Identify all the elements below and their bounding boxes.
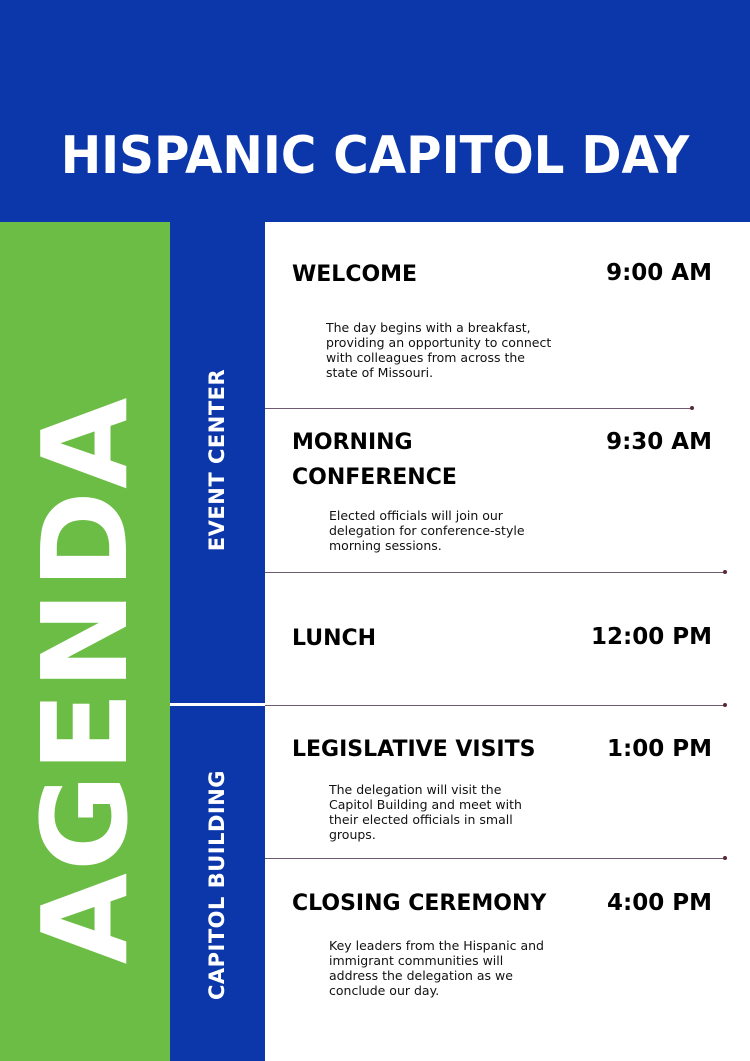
agenda-item-time-closing-ceremony: 4:00 PM xyxy=(607,890,712,916)
venue-label-event-center: EVENT CENTER xyxy=(205,368,229,552)
agenda-item-time-morning-conference: 9:30 AM xyxy=(606,429,712,455)
agenda-divider xyxy=(265,572,725,573)
agenda-divider xyxy=(265,408,692,409)
divider-dot xyxy=(723,703,727,707)
page-title: HISPANIC CAPITOL DAY xyxy=(60,126,690,186)
agenda-item-title-closing-ceremony: CLOSING CEREMONY xyxy=(292,891,547,916)
divider-dot xyxy=(723,856,727,860)
agenda-item-time-welcome: 9:00 AM xyxy=(606,260,712,286)
divider-dot xyxy=(723,570,727,574)
venue-divider xyxy=(170,703,265,706)
agenda-item-time-lunch: 12:00 PM xyxy=(591,624,712,650)
agenda-item-desc-morning-conference: Elected officials will join our delegation for conference-style morning sessions. xyxy=(329,508,525,553)
agenda-divider xyxy=(265,705,725,706)
agenda-item-title-lunch: LUNCH xyxy=(292,626,377,651)
divider-dot xyxy=(690,406,694,410)
agenda-item-desc-closing-ceremony: Key leaders from the Hispanic and immigrant communities will address the delegation as we conclude our day. xyxy=(329,938,544,998)
agenda-item-title-welcome: WELCOME xyxy=(292,262,418,287)
agenda-item-time-legislative-visits: 1:00 PM xyxy=(607,736,712,762)
venue-label-capitol-building: CAPITOL BUILDING xyxy=(205,769,229,1001)
header-banner xyxy=(0,0,750,222)
agenda-item-desc-legislative-visits: The delegation will visit the Capitol Building and meet with their elected officials in small groups. xyxy=(329,782,522,842)
agenda-item-title-morning-conference: MORNING CONFERENCE xyxy=(292,430,457,490)
agenda-item-desc-welcome: The day begins with a breakfast, providing an opportunity to connect with colleagues from across the state of Missouri. xyxy=(326,320,552,380)
agenda-divider xyxy=(265,858,725,859)
agenda-label: AGENDA xyxy=(16,395,154,965)
agenda-item-title-legislative-visits: LEGISLATIVE VISITS xyxy=(292,737,536,762)
